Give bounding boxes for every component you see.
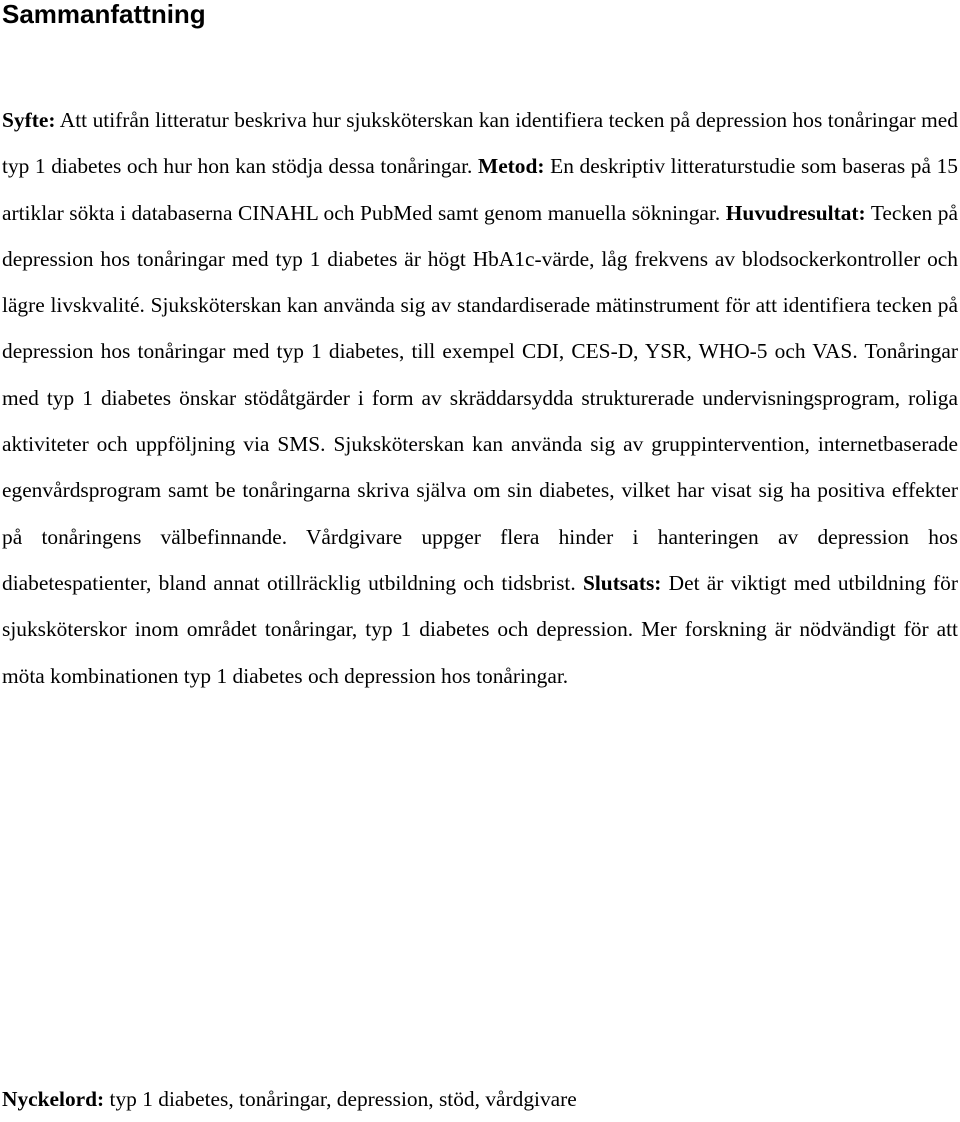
keywords-line	[2, 1076, 958, 1122]
metod-text: En deskriptiv litteraturstudie som baseras på 15 artiklar sökta i databaserna CINAHL och PubMed samt genom manuella sökningar.	[2, 154, 958, 225]
syfte-text: Att utifrån litteratur beskriva hur sjuksköterskan kan identifiera tecken på depression hos tonåringar med typ 1 diabetes och hur hon kan stödja dessa tonåringar.	[2, 108, 958, 179]
huvudresultat-text: Tecken på depression hos tonåringar med typ 1 diabetes är högt HbA1c-värde, låg frekvens av blodsockerkontroller och lägre livskvalité. Sjuksköterskan kan använda sig av standardiserade mätinstrument för att identifiera tecken på depression hos tonåringar med typ 1 diabetes, till exempel CDI, CES-D, YSR, WHO-5 och VAS.	[2, 200, 958, 364]
abstract-body	[2, 97, 958, 699]
slutsats-text: Det är viktigt med utbildning för sjuksköterskor inom området tonåringar, typ 1 diabetes och depression. Mer forskning är nödvändigt för att möta kombinationen typ 1 diabetes och depression hos tonåringar.	[2, 570, 958, 688]
syfte-label: Syfte:	[2, 108, 56, 132]
nyckelord-text: typ 1 diabetes, tonåringar, depression, stöd, vårdgivare	[109, 1087, 577, 1111]
metod-label: Metod:	[478, 154, 545, 179]
huvudresultat-label: Huvudresultat:	[725, 200, 866, 225]
huvudresultat-text-2: Tonåringar med typ 1 diabetes önskar stödåtgärder i form av skräddarsydda strukturerade undervisningsprogram, roliga aktiviteter och uppföljning via SMS. Sjuksköterskan kan använda sig av gruppintervention, internetbaserade egenvårdsprogram samt be tonåringarna skriva själva om sin diabetes, vilket har visat sig ha positiva effekter på tonåringens välbefinnande. Vårdgivare uppger flera hinder i hanteringen av depression hos diabetespatienter, bland annat otillräcklig utbildning och tidsbrist.	[2, 339, 958, 595]
slutsats-label: Slutsats:	[582, 570, 662, 595]
page-title: Sammanfattning	[2, 0, 206, 29]
nyckelord-label: Nyckelord:	[2, 1087, 105, 1111]
